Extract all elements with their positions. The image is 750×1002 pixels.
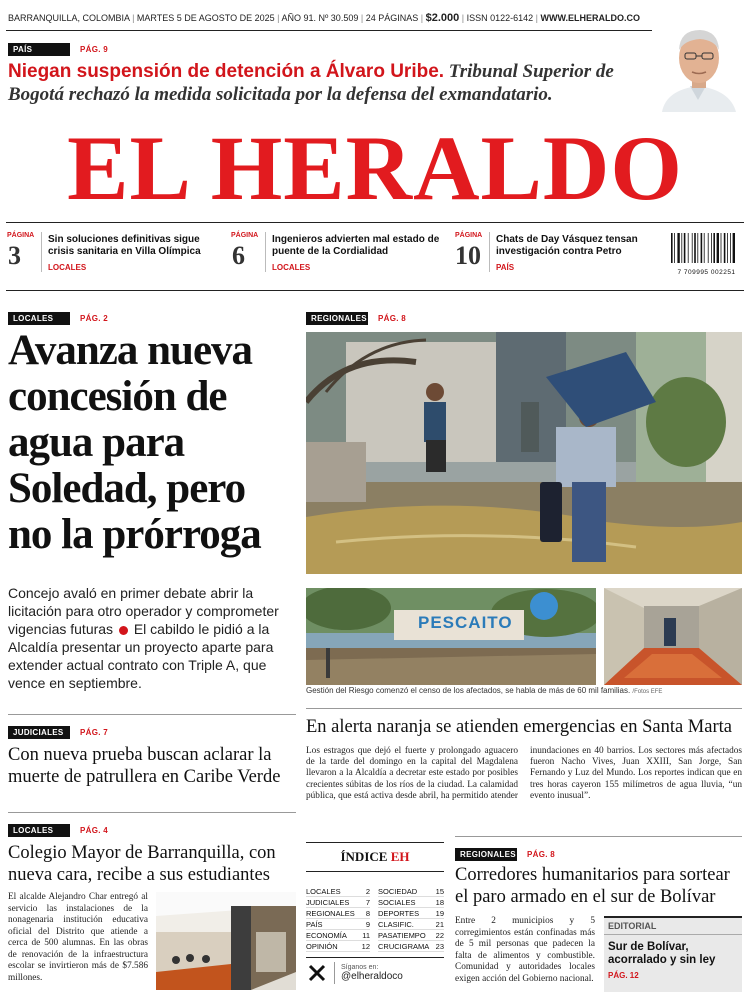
index-brand: EH xyxy=(390,849,410,864)
social-handle: @elheraldoco xyxy=(341,971,403,982)
index-entry-name: DEPORTES xyxy=(378,909,420,918)
teaser-2[interactable] xyxy=(231,232,453,272)
index-entry[interactable] xyxy=(306,930,370,941)
uribe-photo xyxy=(652,14,744,112)
index-entry-page: 2 xyxy=(365,887,370,896)
teaser-page-number: 6 xyxy=(232,241,245,270)
index-entry-page: 19 xyxy=(435,909,444,918)
index-entry-page: 9 xyxy=(365,920,370,929)
index-title xyxy=(306,849,444,865)
teaser-3[interactable] xyxy=(455,232,665,272)
flooded-hall-photo xyxy=(604,588,742,685)
index-entry[interactable] xyxy=(378,919,444,930)
index-entry-page: 11 xyxy=(362,931,370,940)
index-entry[interactable] xyxy=(378,908,444,919)
index-entry[interactable] xyxy=(306,941,370,952)
editorial-label: EDITORIAL xyxy=(604,918,742,935)
red-bullet xyxy=(119,626,128,635)
page-ref: PÁG. 12 xyxy=(608,971,639,980)
section-tag: JUDICIALES xyxy=(8,726,70,739)
index-entry[interactable] xyxy=(306,897,370,908)
pescaito-sign: PESCAITO xyxy=(418,613,513,632)
index-entry[interactable] xyxy=(306,886,370,897)
index-entry[interactable] xyxy=(378,941,444,952)
index-entry-name: SOCIEDAD xyxy=(378,887,418,896)
teaser-1[interactable] xyxy=(7,232,229,272)
index-entry-name: SOCIALES xyxy=(378,898,416,907)
teaser-label: PÁGINA xyxy=(455,232,483,239)
top-story-subhead: Tribunal Superior de Bogotá rechazó la medida solicitada por la defensa del exmandatario. xyxy=(8,61,614,105)
index-entry[interactable] xyxy=(378,897,444,908)
santa-marta-body: Los estragos que dejó el fuerte y prolongado aguacero de la tarde del domingo en la capital del Magdalena llevaron a la Alcaldía a decretar este estado por posibles crecientes súbitas de los ríos de la ciudad. La calamidad pública, que está activa desde abril, ha permitido atender inundaciones en 40 barrios. Los sectores más afectados fueron Nacho Vives, Juan XXIII, San Jorge, San Fernando y Luz del Mundo. Los reportes indican que en tres horas cayeron 155 milímetros de agua lluvia, “un evento inusual”. xyxy=(306,746,742,801)
photo-caption xyxy=(306,686,742,695)
section-tag: PAÍS xyxy=(8,43,70,56)
section-tag: LOCALES xyxy=(8,824,70,837)
index-entry-page: 15 xyxy=(435,887,444,896)
pescaito-photo xyxy=(306,588,596,685)
index-entry-page: 7 xyxy=(365,898,370,907)
teaser-page-number: 10 xyxy=(455,241,481,270)
section-tag: LOCALES xyxy=(8,312,70,325)
newspaper-logo[interactable]: EL HERALDO xyxy=(67,117,683,219)
teaser-text: Sin soluciones definitivas sigue crisis sanitaria en Villa Olímpica xyxy=(48,234,201,257)
teaser-label: PÁGINA xyxy=(231,232,259,239)
teaser-label: PÁGINA xyxy=(7,232,35,239)
teaser-text: Chats de Day Vásquez tensan investigación contra Petro xyxy=(496,234,638,257)
bolivar-body: Entre 2 municipios y 5 corregimientos están confinadas más de 5 mil personas que padecen la falta de alimentos y combustible. Comunidad y autoridades locales exigen acción del Gobierno nacional. xyxy=(455,916,595,984)
index-entry[interactable] xyxy=(306,919,370,930)
colegio-photo xyxy=(156,892,296,990)
index-entry[interactable] xyxy=(378,886,444,897)
bolivar-headline[interactable]: Corredores humanitarios para sortear el paro armado en el sur de Bolívar xyxy=(455,865,730,907)
barcode-number: 7 709995 002251 xyxy=(677,269,736,276)
index-entry[interactable] xyxy=(378,930,444,941)
index-entry-page: 12 xyxy=(361,942,370,951)
page-count: 24 PÁGINAS xyxy=(365,13,419,23)
index-entry[interactable] xyxy=(306,908,370,919)
index-entry-name: LOCALES xyxy=(306,887,341,896)
page-ref: PÁG. 8 xyxy=(527,850,556,859)
top-story-headline[interactable] xyxy=(8,60,648,106)
index-entry-page: 23 xyxy=(435,942,444,951)
city: BARRANQUILLA, COLOMBIA xyxy=(8,13,130,23)
barcode xyxy=(670,233,743,276)
page-ref: PÁG. 2 xyxy=(80,314,109,323)
section-tag: REGIONALES xyxy=(306,312,368,325)
top-story-title: Niegan suspensión de detención a Álvaro Uribe. xyxy=(8,61,445,82)
teaser-text: Ingenieros advierten mal estado de puente de la Cordialidad xyxy=(272,234,440,257)
index-title-text: ÍNDICE xyxy=(340,849,388,864)
index-box xyxy=(306,842,444,992)
x-icon xyxy=(306,962,328,984)
main-story-body xyxy=(8,584,298,692)
index-entry-name: OPINIÓN xyxy=(306,942,338,951)
main-story-body-part2: El cabildo le pidió a la Alcaldía presentar un proyecto aparte para extender actual contrato con Triple A, que vence en septiembre. xyxy=(8,621,274,691)
index-entry-name: PASATIEMPO xyxy=(378,931,426,940)
website-link[interactable]: WWW.ELHERALDO.CO xyxy=(540,13,641,23)
index-entry-name: CLASIFIC. xyxy=(378,920,414,929)
teaser-section: LOCALES xyxy=(272,263,311,272)
index-entry-name: JUDICIALES xyxy=(306,898,350,907)
page-ref: PÁG. 7 xyxy=(80,728,109,737)
page-ref: PÁG. 4 xyxy=(80,826,109,835)
flood-main-photo xyxy=(306,332,742,574)
index-entry-page: 18 xyxy=(435,898,444,907)
barcode-icon xyxy=(670,233,743,263)
masthead-info-bar: BARRANQUILLA, COLOMBIA | MARTES 5 DE AGOSTO DE 2025 | AÑO 91. Nº 30.509 | 24 PÁGINAS | $2.000 | ISSN 0122-6142 | WWW.ELHERALDO.CO xyxy=(8,12,641,24)
page-ref: PÁG. 9 xyxy=(80,45,109,54)
teaser-section: LOCALES xyxy=(48,263,87,272)
editorial-headline: Sur de Bolívar, acorralado y sin ley xyxy=(608,941,716,966)
santa-marta-headline[interactable]: En alerta naranja se atienden emergencias en Santa Marta xyxy=(306,717,732,737)
photo-credit: /Fotos EFE xyxy=(632,689,663,695)
edition: AÑO 91. Nº 30.509 xyxy=(281,13,359,23)
main-story-body-part1: Concejo avaló en primer debate abrir la licitación para otro operador y comprometer vigencias futuras xyxy=(8,585,279,637)
main-story-headline[interactable]: Avanza nueva concesión de agua para Soledad, pero no la prórroga xyxy=(8,327,261,558)
index-entry-page: 22 xyxy=(435,931,444,940)
index-entry-name: REGIONALES xyxy=(306,909,355,918)
social-follow[interactable] xyxy=(306,962,444,984)
social-label: Síganos en: xyxy=(341,964,379,971)
teaser-page-number: 3 xyxy=(8,241,21,270)
index-entry-page: 8 xyxy=(365,909,370,918)
caption-text: Gestión del Riesgo comenzó el censo de los afectados, se habla de más de 60 mil familias. xyxy=(306,686,631,695)
index-entry-page: 21 xyxy=(435,920,444,929)
judiciales-headline[interactable]: Con nueva prueba buscan aclarar la muerte de patrullera en Caribe Verde xyxy=(8,745,281,787)
colegio-headline[interactable]: Colegio Mayor de Barranquilla, con nueva cara, recibe a sus estudiantes xyxy=(8,843,276,885)
editorial-box[interactable] xyxy=(604,916,742,992)
issn: ISSN 0122-6142 xyxy=(466,13,534,23)
price: $2.000 xyxy=(425,12,460,24)
index-entry-name: ECONOMÍA xyxy=(306,931,347,940)
index-entry-name: PAÍS xyxy=(306,920,323,929)
index-entry-name: CRUCIGRAMA xyxy=(378,942,430,951)
section-tag: REGIONALES xyxy=(455,848,517,861)
date: MARTES 5 DE AGOSTO DE 2025 xyxy=(136,13,275,23)
colegio-body: El alcalde Alejandro Char entregó al servicio las instalaciones de la nonagenaria institución educativa oficial del Distrito que atiende a cerca de 500 alumnas. En las obras de renovación de la infraestructura escolar se invirtieron más de $7.586 millones. xyxy=(8,892,148,983)
page-ref: PÁG. 8 xyxy=(378,314,407,323)
teaser-section: PAÍS xyxy=(496,263,515,272)
